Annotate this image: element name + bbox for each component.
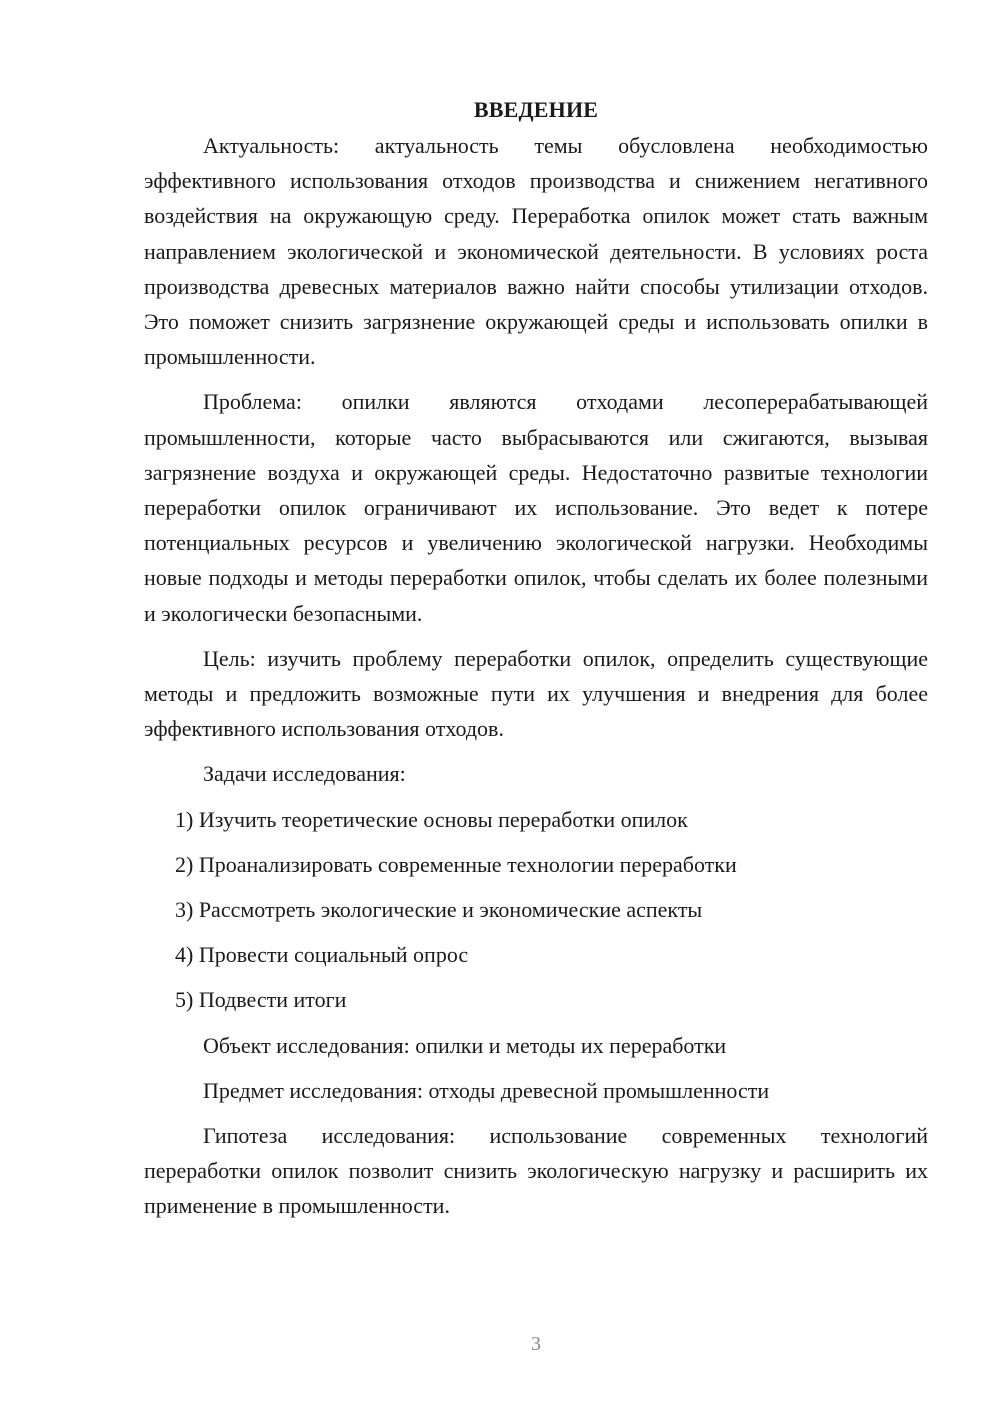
task-item: 1) Изучить теоретические основы переработки опилок [175,806,688,832]
task-item: 3) Рассмотреть экологические и экономические аспекты [175,897,703,923]
tasks-list [144,802,928,1018]
task-item: 5) Подвести итоги [175,987,347,1013]
section-title: ВВЕДЕНИЕ [473,97,599,122]
goal-paragraph: Цель: изучить проблему переработки опилок, определить существующие методы и предложить возможные пути их улучшения и внедрения для более эффективного использования отходов. [144,645,928,742]
page-content [144,92,928,1234]
task-item: 2) Проанализировать современные технологии переработки [175,851,737,877]
problem-paragraph: Проблема: опилки являются отходами лесоперерабатывающей промышленности, которые часто выбрасываются или сжигаются, вызывая загрязнение воздуха и окружающей среды. Недостаточно развитые технологии переработки опилок ограничивают их использование. Это ведет к потере потенциальных ресурсов и увеличению экологической нагрузки. Необходимы новые подходы и методы переработки опилок, чтобы сделать их более полезными и экологически безопасными. [144,389,928,626]
tasks-heading: Задачи исследования: [203,761,406,787]
subject-paragraph: Предмет исследования: отходы древесной промышленности [203,1077,770,1103]
hypothesis-paragraph: Гипотеза исследования: использование современных технологий переработки опилок позволит снизить экологическую нагрузку и расширить их применение в промышленности. [144,1123,928,1219]
task-item: 4) Провести социальный опрос [175,942,469,968]
relevance-paragraph: Актуальность: актуальность темы обусловлена необходимостью эффективного использования отходов производства и снижением негативного воздействия на окружающую среду. Переработка опилок может стать важным направлением экологической и экономической деятельности. В условиях роста производства древесных материалов важно найти способы утилизации отходов. Это поможет снизить загрязнение окружающей среды и использовать опилки в промышленности. [144,133,928,370]
object-paragraph: Объект исследования: опилки и методы их переработки [203,1032,727,1058]
page-number: 3 [531,1333,541,1355]
